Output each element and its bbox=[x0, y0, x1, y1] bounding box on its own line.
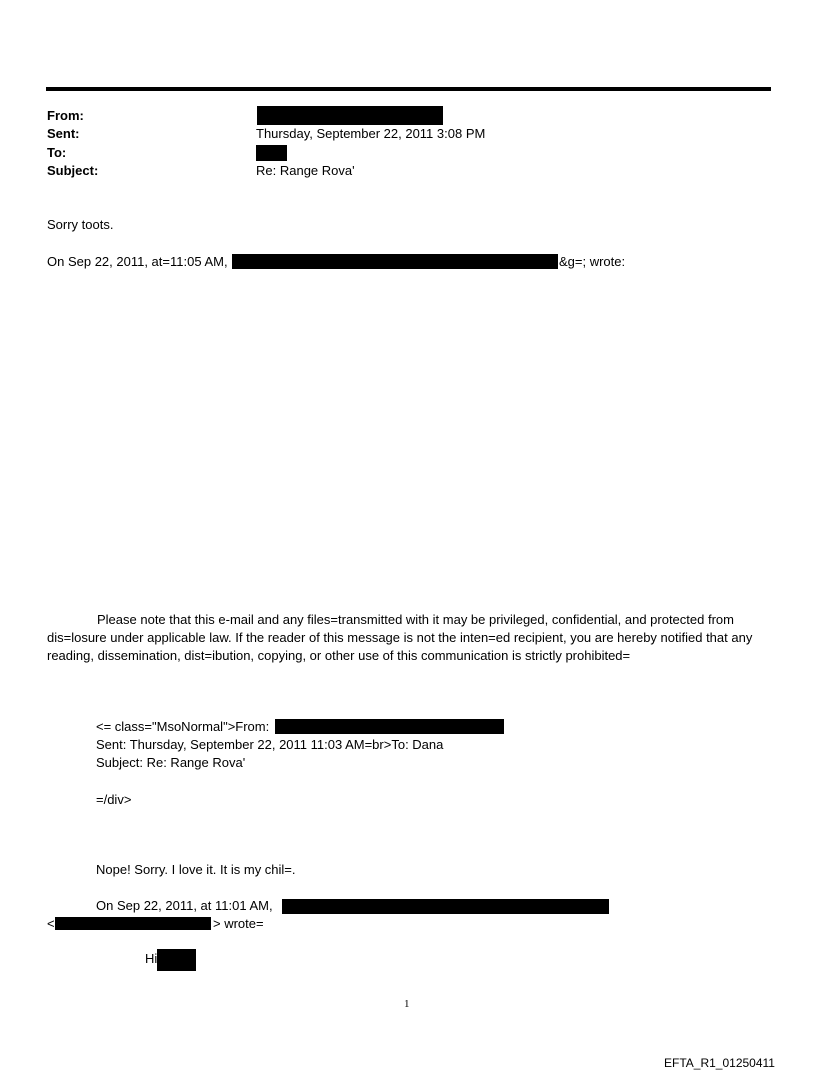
quote-intro-prefix: On Sep 22, 2011, at=11:05 AM, bbox=[47, 254, 228, 269]
quote-intro-suffix: &g=; wrote: bbox=[559, 254, 626, 269]
sent-value: Thursday, September 22, 2011 3:08 PM bbox=[256, 126, 486, 141]
greeting-text: Sorry toots. bbox=[47, 217, 114, 232]
quote2-lt: < bbox=[47, 916, 55, 931]
subject-label: Subject: bbox=[47, 163, 99, 178]
quote2-email-redaction bbox=[55, 917, 211, 930]
sent-label: Sent: bbox=[47, 126, 80, 141]
hi-name-redaction bbox=[157, 949, 196, 971]
quote2-wrote: > wrote= bbox=[213, 916, 264, 931]
fwd-from-redaction bbox=[275, 719, 504, 734]
div-close-text: =/div> bbox=[96, 792, 132, 807]
fwd-subject-line: Subject: Re: Range Rova' bbox=[96, 755, 246, 770]
hi-text: Hi bbox=[145, 951, 158, 966]
to-redaction bbox=[256, 145, 287, 161]
reply-line: Nope! Sorry. I love it. It is my chil=. bbox=[96, 862, 296, 877]
fwd-from-line: <= class="MsoNormal">From: bbox=[96, 719, 270, 734]
disclaimer-paragraph bbox=[47, 611, 772, 665]
to-label: To: bbox=[47, 145, 67, 160]
document-id: EFTA_R1_01250411 bbox=[664, 1056, 775, 1070]
quote-intro-redaction bbox=[232, 254, 558, 269]
page-number: 1 bbox=[404, 998, 410, 1010]
subject-value: Re: Range Rova' bbox=[256, 163, 355, 178]
disclaimer-text: Please note that this e-mail and any files=transmitted with it may be privileged, confidential, and protected from dis=losure under applicable law. If the reader of this message is not the inten=ed recipient, you are hereby notified that any reading, dissemination, dist=ibution, copying, or other use of this communication is strictly prohibited= bbox=[47, 612, 753, 663]
fwd-sent-line: Sent: Thursday, September 22, 2011 11:03 AM=br>To: Dana bbox=[96, 737, 444, 752]
quote2-intro: On Sep 22, 2011, at 11:01 AM, bbox=[96, 898, 273, 913]
quote2-redaction bbox=[282, 899, 609, 914]
from-redaction bbox=[257, 106, 443, 125]
header-rule bbox=[46, 87, 771, 91]
from-label: From: bbox=[47, 108, 84, 123]
